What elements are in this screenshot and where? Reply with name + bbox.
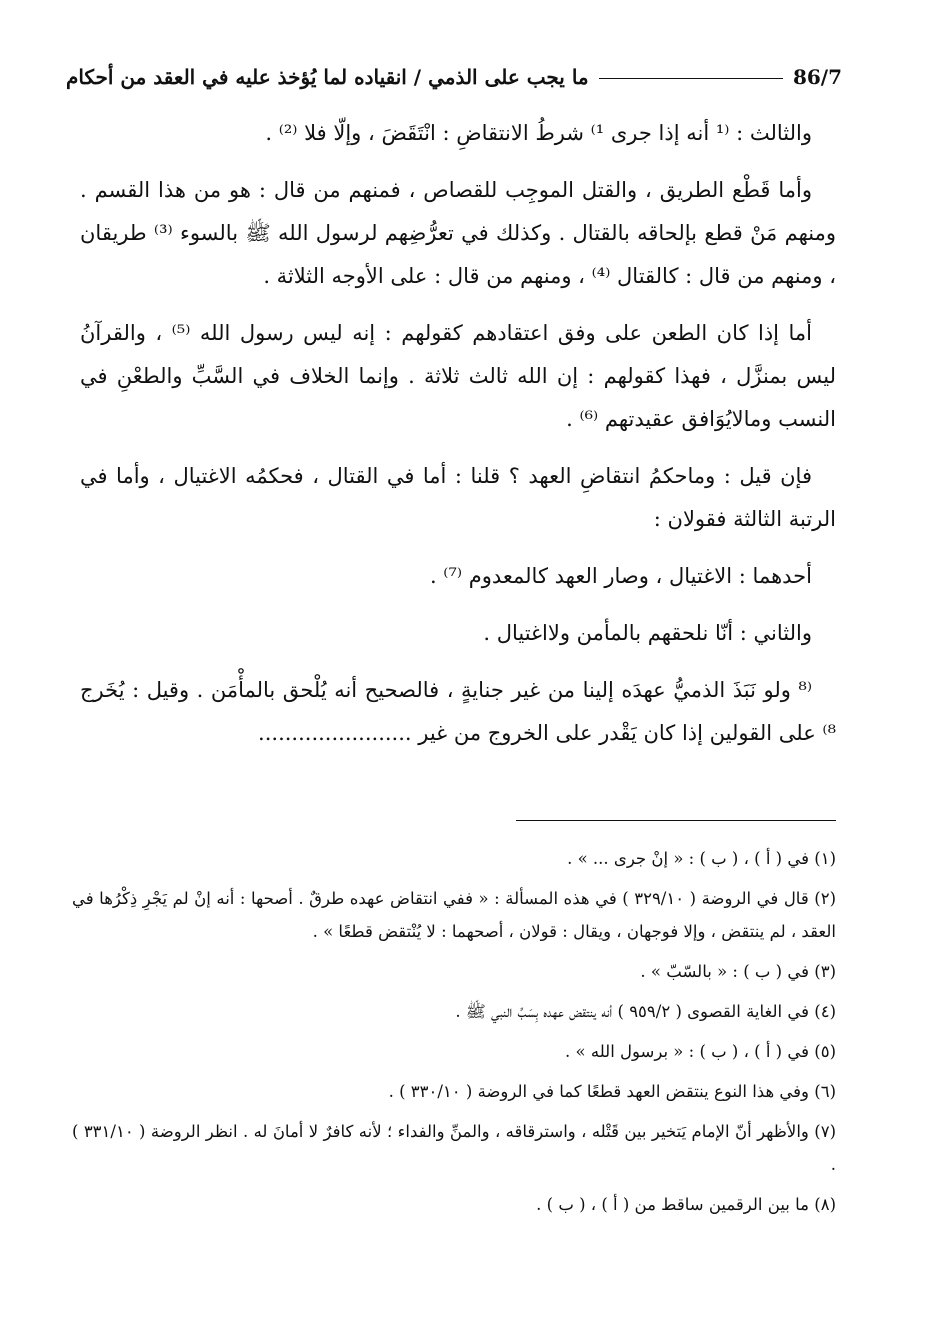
paragraph-covenant-breach-question: فإن قيل : وماحكمُ انتقاضِ العهد ؟ قلنا : أما في القتال ، فحكمُه الاغتيال ، وأما في الرتبة الثالثة فقولان : [80, 464, 836, 531]
header-rule [599, 78, 783, 79]
footnotes [72, 842, 836, 1228]
footnote-2: (٢) قال في الروضة ( ٣٢٩/١٠ ) في هذه المسألة : « ففي انتقاض عهده طرقٌ . أصحها : أنه إنْ لم يَجْرِ ذِكْرُها في العقد ، لم ينتقض ، وإلا فوجهان ، ويقال : قولان ، أصحهما : لا يُنْتقض قطعًا » . [72, 889, 836, 941]
paragraph-highway-robbery: وأما قَطْع الطريق ، والقتل الموجِب للقصاص ، فمنهم من قال : هو من هذا القسم . ومنهم مَنْ قطع بإلحاقه بالقتال . وكذلك في تعرُّضِهم لرسول الله ﷺ بالسوء ⁽³⁾ طريقان ، ومنهم من قال : كالقتال ⁽⁴⁾ ، ومنهم من قال : على الأوجه الثلاثة . [80, 178, 836, 288]
paragraph-first-opinion: أحدهما : الاغتيال ، وصار العهد كالمعدوم ⁽⁷⁾ . [429, 564, 812, 588]
running-header [66, 58, 842, 96]
page-number: 86/7 [792, 65, 842, 89]
footnote-6: (٦) وفي هذا النوع ينتقض العهد قطعًا كما في الروضة ( ٣٣٠/١٠ ) . [388, 1082, 836, 1101]
footnote-1: (١) في ( أ ) ، ( ب ) : « إنْ جرى ... » . [567, 849, 836, 868]
paragraph-second-opinion: والثاني : أنّا نلحقهم بالمأمن ولااغتيال . [483, 621, 812, 645]
main-text [80, 112, 836, 769]
paragraph-renouncing-covenant: ⁽⁸ ولو نَبَذَ الذميُّ عهدَه إلينا من غير جنايةٍ ، فالصحيح أنه يُلْحق بالمأْمَن . وقيل : يُخَرج ⁸⁾ على القولين إذا كان يَقْدر على الخروج من غير ....................... [80, 678, 836, 745]
footnote-7: (٧) والأظهر أنّ الإمام يَتخير بين قَتْله ، واسترقاقه ، والمنِّ والفداء ؛ لأنه كافرٌ لا أمانَ له . انظر الروضة ( ٣٣١/١٠ ) . [72, 1122, 836, 1174]
footnote-separator [516, 820, 836, 821]
footnote-8: (٨) ما بين الرقمين ساقط من ( أ ) ، ( ب ) . [536, 1195, 836, 1214]
footnote-3: (٣) في ( ب ) : « بالسّبّ » . [640, 962, 836, 981]
footnote-4: (٤) في الغاية القصوى ( ٩٥٩/٢ ) أنه ينتقض عهده بِسَبِّ النبي ﷺ . [455, 1002, 836, 1021]
paragraph-third-condition: والثالث : ⁽¹ أنه إذا جرى ¹⁾ شرطُ الانتقاضِ : انْتَقَضَ ، وإلّا فلا ⁽²⁾ . [265, 121, 812, 145]
running-title: ما يجب على الذمي / انقياده لما يُؤخذ عليه في العقد من أحكام [66, 65, 589, 89]
footnote-5: (٥) في ( أ ) ، ( ب ) : « برسول الله » . [565, 1042, 836, 1061]
paragraph-creed-based-insult: أما إذا كان الطعن على وفق اعتقادهم كقولهم : إنه ليس رسول الله ⁽⁵⁾ ، والقرآنُ ليس بمنزَّل ، فهذا كقولهم : إن الله ثالث ثلاثة . وإنما الخلاف في السَّبِّ والطعْنِ في النسب ومالايُوَافق عقيدتهم ⁽⁶⁾ . [80, 321, 836, 431]
